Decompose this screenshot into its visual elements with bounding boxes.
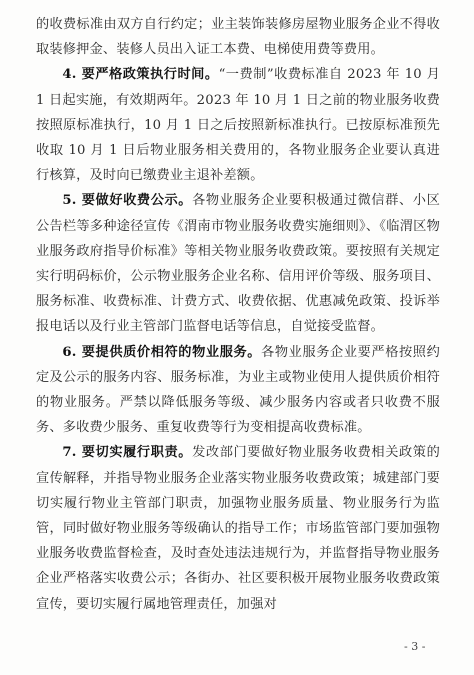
paragraph-continuation (36, 12, 440, 62)
paragraph-heading: 6. 要提供质价相符的物业服务。 (62, 344, 262, 360)
page-number: - 3 - (404, 640, 426, 653)
paragraph-heading: 5. 要做好收费公示。 (62, 193, 193, 209)
paragraph-text: 发改部门要做好物业服务收费相关政策的宣传解释，并指导物业服务企业落实物业服务收费政策；城建部门要切实履行物业主管部门职责，加强物业服务质量、物业服务行为监管，同时做好物业服务等级确认的指导工作；市场监管部门要加强物业服务收费监督检查，及时查处违法违规行为，并监督指导物业服务企业严格落实收费公示；各街办、社区要积极开展物业服务收费政策宣传，要切实履行属地管理责任，加强对 (36, 445, 440, 612)
paragraph-item-5 (36, 188, 440, 339)
paragraph-text: 的收费标准由双方自行约定；业主装饰装修房屋物业服务企业不得收取装修押金、装修人员出入证工本费、电梯使用费等费用。 (36, 17, 440, 58)
paragraph-item-6 (36, 340, 440, 441)
paragraph-item-4 (36, 62, 440, 188)
paragraph-item-7 (36, 440, 440, 616)
paragraph-heading: 7. 要切实履行职责。 (62, 445, 193, 461)
paragraph-heading: 4. 要严格政策执行时间。 (62, 67, 219, 83)
paragraph-text: 各物业服务企业要积极通过微信群、小区公告栏等多种途径宣传《渭南市物业服务收费实施细则》、《临渭区物业服务政府指导价标准》等相关物业服务收费政策。要按照有关规定实行明码标价，公示物业服务企业名称、信用评价等级、服务项目、服务标准、收费标准、计费方式、收费依据、优惠减免政策、投诉举报电话以及行业主管部门监督电话等信息，自觉接受监督。 (36, 193, 440, 335)
paragraph-text: “一费制”收费标准自 2023 年 10 月 1 日起实施，有效期两年。2023 年 10 月 1 日之前的物业服务收费按照原标准执行，10 月 1 日之后按照新标准执行。已按原标准预先收取 10 月 1 日后物业服务相关费用的，各物业服务企业要认真进行核算，及时向已缴费业主退补差额。 (36, 67, 440, 184)
paragraph-text: 各物业服务企业要严格按照约定及公示的服务内容、服务标准，为业主或物业使用人提供质价相符的物业服务。严禁以降低服务等级、减少服务内容或者只收费不服务、多收费少服务、重复收费等行为变相提高收费标准。 (36, 344, 440, 436)
document-body (36, 12, 440, 617)
